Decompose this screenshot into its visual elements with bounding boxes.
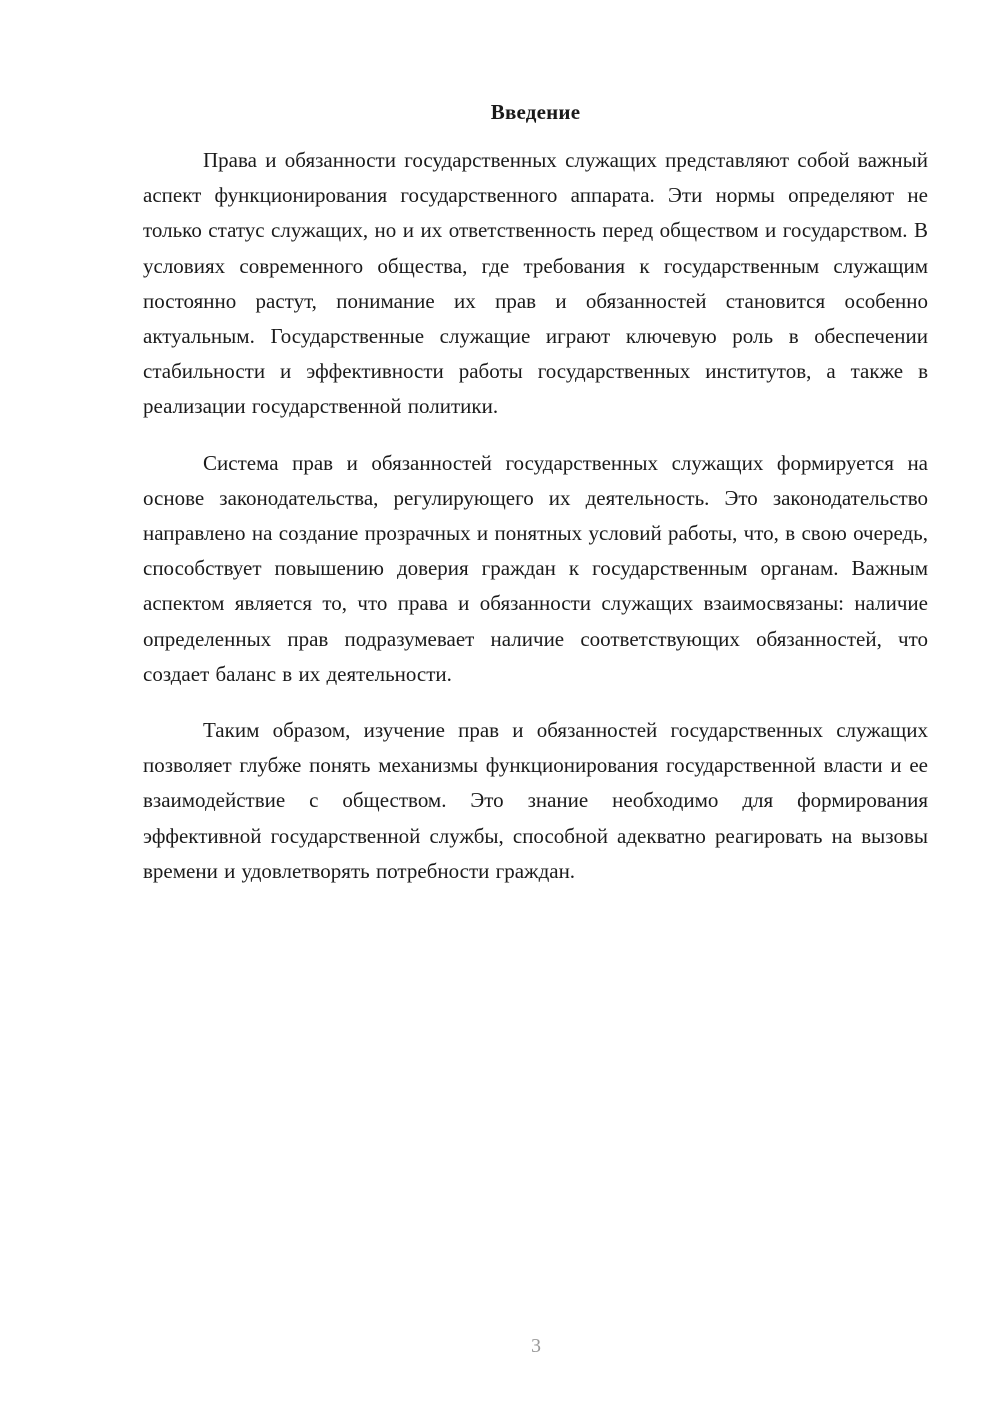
paragraph: Права и обязанности государственных служащих представляют собой важный аспект функционирования государственного аппарата. Эти нормы определяют не только статус служащих, но и их ответственность перед обществом и государством. В условиях современного общества, где требования к государственным служащим постоянно растут, понимание их прав и обязанностей становится особенно актуальным. Государственные служащие играют ключевую роль в обеспечении стабильности и эффективности работы государственных институтов, а также в реализации государственной политики. xyxy=(143,148,928,419)
body-text xyxy=(143,143,928,889)
page-number: 3 xyxy=(531,1335,541,1357)
paragraph: Таким образом, изучение прав и обязанностей государственных служащих позволяет глубже понять механизмы функционирования государственной власти и ее взаимодействие с обществом. Это знание необходимо для формирования эффективной государственной службы, способной адекватно реагировать на вызовы времени и удовлетворять потребности граждан. xyxy=(143,718,928,883)
paragraph: Система прав и обязанностей государственных служащих формируется на основе законодательства, регулирующего их деятельность. Это законодательство направлено на создание прозрачных и понятных условий работы, что, в свою очередь, способствует повышению доверия граждан к государственным органам. Важным аспектом является то, что права и обязанности служащих взаимосвязаны: наличие определенных прав подразумевает наличие соответствующих обязанностей, что создает баланс в их деятельности. xyxy=(143,450,928,686)
section-heading: Введение xyxy=(490,100,581,124)
